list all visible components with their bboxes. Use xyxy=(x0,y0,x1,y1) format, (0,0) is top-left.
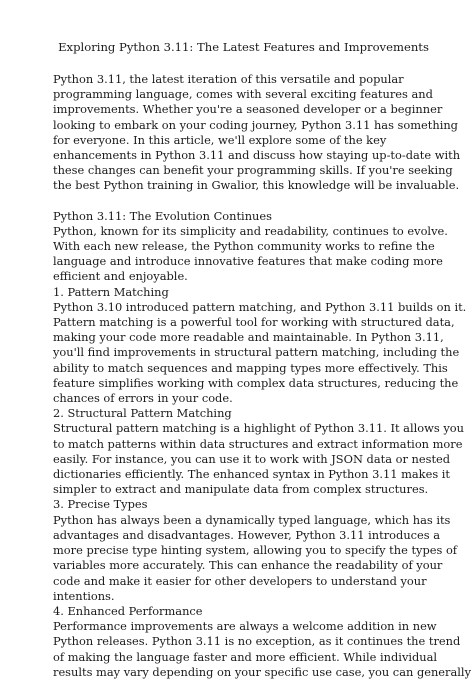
text-line: Performance improvements are always a welcome addition in new xyxy=(53,619,437,634)
document-title: Exploring Python 3.11: The Latest Features and Improvements xyxy=(58,40,429,54)
text-line: simpler to extract and manipulate data from complex structures. xyxy=(53,482,429,497)
text-line: ability to match sequences and mapping types more effectively. This xyxy=(53,360,448,375)
text-line: Python, known for its simplicity and readability, continues to evolve. xyxy=(53,223,448,238)
text-line: dictionaries efficiently. The enhanced syntax in Python 3.11 makes it xyxy=(53,467,451,482)
section-heading: 4. Enhanced Performance xyxy=(53,603,203,618)
text-line: of making the language faster and more efficient. While individual xyxy=(53,649,438,664)
text-line: Pattern matching is a powerful tool for working with structured data, xyxy=(53,315,455,330)
text-line: efficient and enjoyable. xyxy=(53,269,188,284)
section-heading: 1. Pattern Matching xyxy=(53,284,169,299)
text-line: the best Python training in Gwalior, this knowledge will be invaluable. xyxy=(53,178,460,193)
section-heading: 3. Precise Types xyxy=(53,497,148,512)
intro-paragraph xyxy=(53,72,461,194)
text-line: enhancements in Python 3.11 and discuss how staying up-to-date with xyxy=(53,148,461,163)
text-line: Structural pattern matching is a highlight of Python 3.11. It allows you xyxy=(53,421,464,436)
text-line: language and introduce innovative features that make coding more xyxy=(53,254,443,269)
text-line: these changes can benefit your programming skills. If you're seeking xyxy=(53,163,453,178)
text-line: chances of errors in your code. xyxy=(53,391,233,406)
text-line: programming language, comes with several exciting features and xyxy=(53,87,433,102)
text-line: you'll find improvements in structural pattern matching, including the xyxy=(53,345,460,360)
text-line: With each new release, the Python community works to refine the xyxy=(53,239,435,254)
text-line: making your code more readable and maintainable. In Python 3.11, xyxy=(53,330,444,345)
text-line: code and make it easier for other developers to understand your xyxy=(53,573,427,588)
body-text xyxy=(53,208,472,680)
text-line: Python 3.11, the latest iteration of this versatile and popular xyxy=(53,72,404,86)
text-line: improvements. Whether you're a seasoned developer or a beginner xyxy=(53,102,443,117)
text-line: looking to embark on your coding journey, Python 3.11 has something xyxy=(53,117,458,132)
text-line: feature simplifies working with complex data structures, reducing the xyxy=(53,375,459,390)
text-line: results may vary depending on your specific use case, you can generally xyxy=(53,664,472,679)
section-heading: Python 3.11: The Evolution Continues xyxy=(53,208,272,223)
section-heading: 2. Structural Pattern Matching xyxy=(53,406,232,421)
text-line: Python 3.10 introduced pattern matching, and Python 3.11 builds on it. xyxy=(53,299,467,314)
text-line: more precise type hinting system, allowing you to specify the types of xyxy=(53,543,458,558)
text-line: advantages and disadvantages. However, Python 3.11 introduces a xyxy=(53,527,441,542)
paragraph-spacer xyxy=(53,194,434,209)
text-line: Python has always been a dynamically typed language, which has its xyxy=(53,512,451,527)
text-line: Python releases. Python 3.11 is no exception, as it continues the trend xyxy=(53,634,461,649)
text-line: for everyone. In this article, we'll explore some of the key xyxy=(53,132,387,147)
text-line: variables more accurately. This can enhance the readability of your xyxy=(53,558,443,573)
text-line: easily. For instance, you can use it to work with JSON data or nested xyxy=(53,451,451,466)
text-line: to match patterns within data structures and extract information more xyxy=(53,436,463,451)
text-line: intentions. xyxy=(53,588,115,603)
